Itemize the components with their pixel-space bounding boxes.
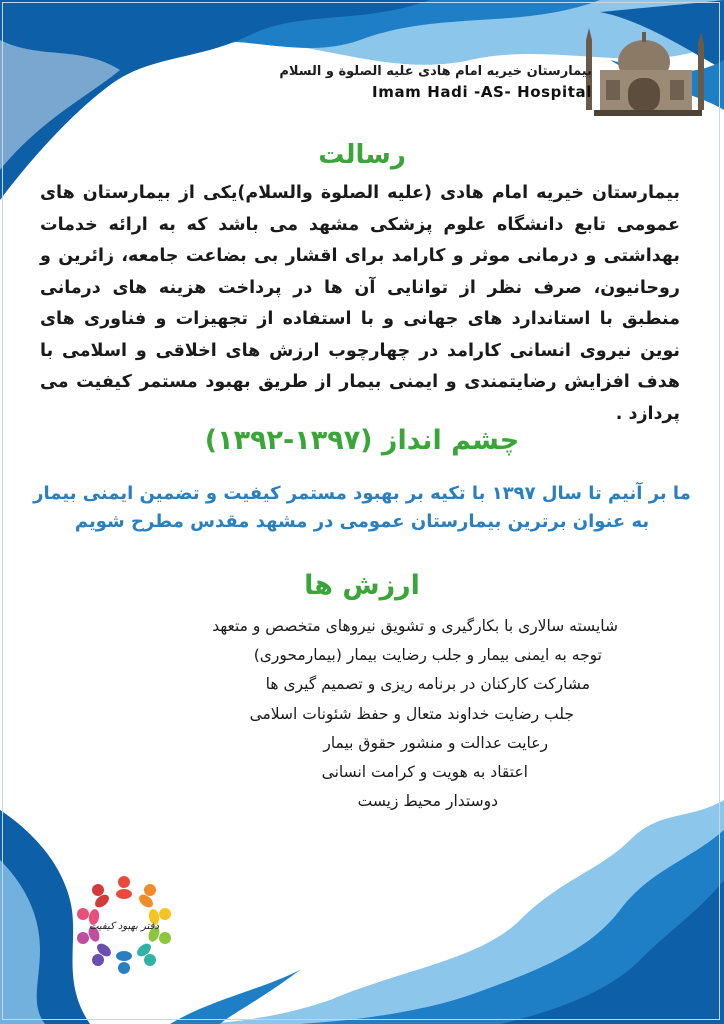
- vision-title: چشم انداز (۱۳۹۷-۱۳۹۲): [204, 425, 520, 456]
- value-item: مشارکت کارکنان در برنامه ریزی و تصمیم گیری ها: [265, 675, 590, 693]
- quality-office-label: دفتر بهبود کیفیت: [89, 921, 159, 932]
- value-item: توجه به ایمنی بیمار و جلب رضایت بیمار (بیمارمحوری): [253, 646, 602, 664]
- mission-title: رسالت: [318, 140, 406, 170]
- hospital-name-english: Imam Hadi -AS- Hospital: [372, 83, 592, 101]
- values-title: ارزش ها: [304, 570, 420, 601]
- hospital-name-persian: بیمارستان خیریه امام هادی علیه الصلوة و السلام: [279, 64, 592, 79]
- quality-office-logo: [72, 872, 176, 976]
- value-item: دوستدار محیط زیست: [357, 792, 498, 810]
- value-item: شایسته سالاری با بکارگیری و تشویق نیروهای متخصص و متعهد: [212, 617, 618, 635]
- value-item: جلب رضایت خداوند متعال و حفظ شئونات اسلامی: [249, 705, 574, 723]
- value-item: اعتقاد به هویت و کرامت انسانی: [321, 763, 528, 781]
- vision-text: [30, 480, 694, 536]
- vision-line: ما بر آنیم تا سال ۱۳۹۷ با تکیه بر بهبود مستمر کیفیت و تضمین ایمنی بیمار: [33, 483, 691, 504]
- hospital-header: [279, 26, 720, 122]
- value-item: رعایت عدالت و منشور حقوق بیمار: [323, 734, 548, 752]
- shrine-building-icon: [580, 26, 712, 122]
- vision-line: به عنوان برترین بیمارستان عمومی در مشهد مقدس مطرح شویم: [74, 511, 650, 532]
- mission-text: بیمارستان خیریه امام هادی (علیه الصلوة والسلام)یکی از بیمارستان های عمومی تابع دانشگاه علوم پزشکی مشهد می باشد که به ارائه خدمات بهداشتی و درمانی موثر و کارامد برای اقشار بی بضاعت جامعه، زائرین و روحانیون، صرف نظر از توانایی آن ها در پرداخت هزینه های درمانی منطبق با استاندارد های جهانی و با استفاده از تجهیزات و فناوری های نوین نیروی انسانی کارامد در چهارچوب ارزش های اخلاقی و اسلامی با هدف افزایش رضایتمندی و ایمنی بیمار از طریق بهبود مستمر کیفیت می پردازد .: [40, 183, 680, 424]
